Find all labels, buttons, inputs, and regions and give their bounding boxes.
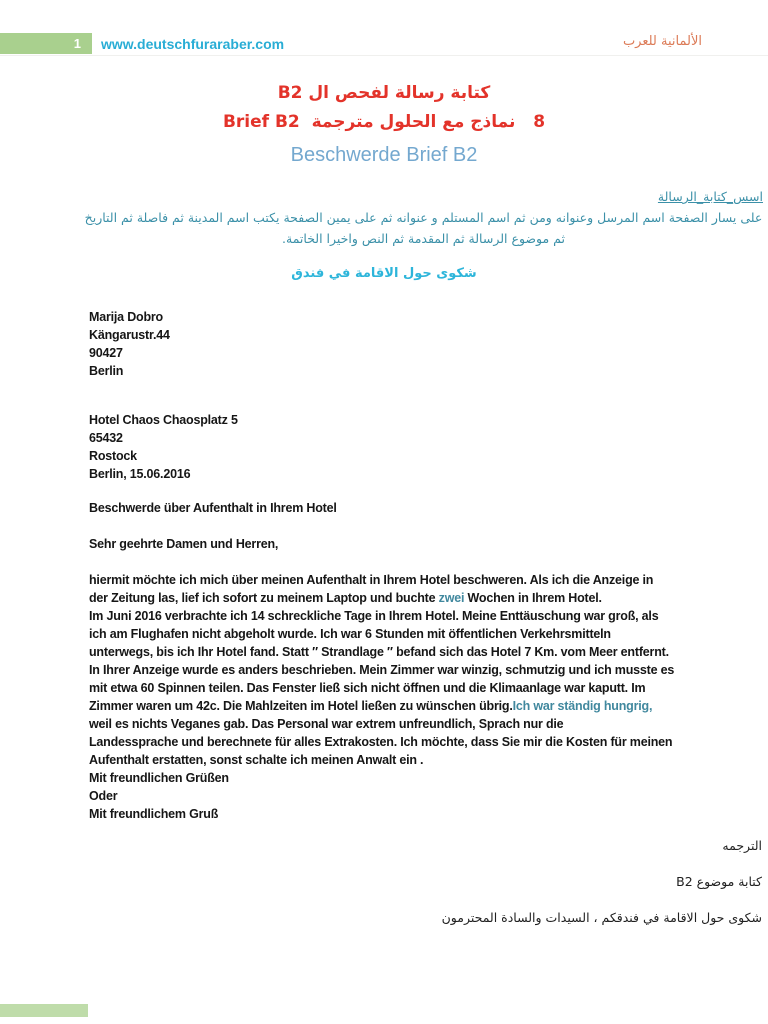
intro-line-1: على يسار الصفحة اسم المرسل وعنوانه ومن ثم اسم المستلم و عنوانه ثم على يمين الصفحة يكتب اسم المدينة ثم فاصلة ثم التاريخ (84, 210, 763, 225)
body-line: hiermit möchte ich mich über meinen Aufenthalt in Ihrem Hotel beschweren. Als ich die Anzeige in (89, 573, 654, 587)
sender-city: Berlin (89, 364, 124, 378)
body-segment: Zimmer waren um 42c. Die Mahlzeiten im Hotel ließen zu wünschen übrig. (89, 699, 513, 713)
body-line: Aufenthalt erstatten, sonst schalte ich meinen Anwalt ein . (89, 753, 424, 767)
body-segment-highlight: zwei (438, 591, 465, 605)
sender-zip: 90427 (89, 346, 123, 360)
title-block (0, 80, 768, 170)
body-line: Im Juni 2016 verbrachte ich 14 schreckliche Tage in Ihrem Hotel. Meine Enttäuschung war groß, als (89, 609, 659, 623)
website-link[interactable]: www.deutschfuraraber.com (101, 36, 285, 52)
letter-date: Berlin, 15.06.2016 (89, 467, 191, 481)
letter-body (89, 308, 758, 823)
body-segment-highlight: Ich war ständig hungrig, (512, 699, 653, 713)
translation-line-1: كتابة موضوع B2 (676, 874, 762, 889)
title-subtitle-german: Beschwerde Brief B2 (290, 144, 478, 166)
page-number-bar (0, 33, 92, 54)
recipient-city: Rostock (89, 449, 137, 463)
recipient-zip: 65432 (89, 431, 123, 445)
page-number: 1 (73, 36, 81, 51)
footer-accent-bar (0, 1004, 88, 1017)
body-line: Landessprache und berechnete für alles Extrakosten. Ich möchte, dass Sie mir die Kosten für meinen (89, 735, 673, 749)
spacer (89, 483, 758, 499)
arabic-subject-line: شكوى حول الاقامة في فندق (291, 266, 477, 281)
body-line: In Ihrer Anzeige wurde es anders beschrieben. Mein Zimmer war winzig, schmutzig und ich musste es (89, 663, 675, 677)
spacer (89, 380, 758, 411)
spacer (89, 517, 758, 535)
intro-heading: اسس_كتابة_الرسالة (657, 189, 763, 204)
body-line (89, 697, 758, 715)
recipient-name: Hotel Chaos Chaosplatz 5 (89, 413, 238, 427)
body-line: ich am Flughafen nicht abgeholt wurde. Ich war 6 Stunden mit öffentlichen Verkehrsmitteln (89, 627, 611, 641)
translation-line-2: شكوى حول الاقامة في فندقكم ، السيدات والسادة المحترمون (441, 910, 762, 925)
closing-line-2: Mit freundlichem Gruß (89, 807, 219, 821)
title-line-1: كتابة رسالة لفحص ال B2 (277, 83, 491, 103)
body-line: unterwegs, bis ich Ihr Hotel fand. Statt ″ Strandlage ″ befand sich das Hotel 7 Km. vom Meer entfernt. (89, 645, 669, 659)
body-line (89, 589, 758, 607)
intro-line-2: ثم موضوع الرسالة ثم المقدمة ثم النص واخيرا الخاتمة. (282, 231, 565, 246)
sender-name: Marija Dobro (89, 310, 163, 324)
page-header (0, 33, 768, 55)
translation-block (89, 838, 762, 926)
closing-or: Oder (89, 789, 118, 803)
body-segment: Wochen in Ihrem Hotel. (464, 591, 602, 605)
letter-subject: Beschwerde über Aufenthalt in Ihrem Hotel (89, 501, 337, 515)
closing-line-1: Mit freundlichen Grüßen (89, 771, 229, 785)
letter-salutation: Sehr geehrte Damen und Herren, (89, 537, 279, 551)
arabic-intro-block (84, 186, 763, 249)
body-segment: der Zeitung las, lief ich sofort zu meinem Laptop und buchte (89, 591, 439, 605)
brand-arabic-label: الألمانية للعرب (622, 34, 702, 49)
body-line: weil es nichts Veganes gab. Das Personal war extrem unfreundlich, Sprach nur die (89, 717, 564, 731)
body-line: mit etwa 60 Spinnen teilen. Das Fenster ließ sich nicht öffnen und die Klimaanlage war kaputt. Im (89, 681, 646, 695)
title-line-2: 8 نماذج مع الحلول مترجمة Brief B2 (222, 112, 546, 132)
sender-street: Kängarustr.44 (89, 328, 170, 342)
spacer (89, 553, 758, 571)
translation-heading: الترجمه (722, 838, 762, 853)
